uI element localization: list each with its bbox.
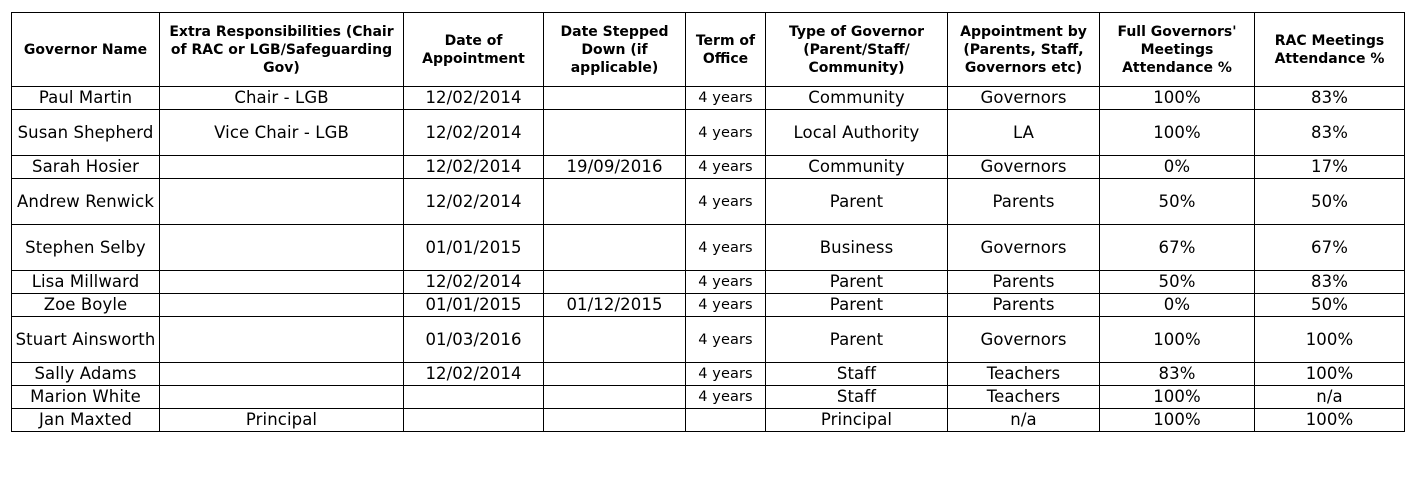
table-row	[12, 179, 1405, 225]
cell-full-governors-attendance: 100%	[1100, 317, 1255, 363]
cell-appointment-by: Governors	[948, 317, 1100, 363]
cell-date-stepped-down: 01/12/2015	[544, 294, 686, 317]
table-row	[12, 156, 1405, 179]
cell-extra-responsibilities	[160, 179, 404, 225]
cell-extra-responsibilities	[160, 386, 404, 409]
cell-full-governors-attendance: 100%	[1100, 110, 1255, 156]
cell-full-governors-attendance: 67%	[1100, 225, 1255, 271]
cell-date-stepped-down	[544, 225, 686, 271]
cell-type-of-governor: Parent	[766, 179, 948, 225]
cell-extra-responsibilities	[160, 294, 404, 317]
cell-term-of-office: 4 years	[686, 156, 766, 179]
table-row	[12, 294, 1405, 317]
cell-appointment-by: n/a	[948, 409, 1100, 432]
cell-date-stepped-down	[544, 179, 686, 225]
cell-rac-attendance: 100%	[1255, 317, 1405, 363]
cell-term-of-office: 4 years	[686, 271, 766, 294]
cell-extra-responsibilities: Chair - LGB	[160, 87, 404, 110]
header-term-of-office: Term of Office	[686, 13, 766, 87]
cell-rac-attendance: 100%	[1255, 363, 1405, 386]
table-body	[12, 87, 1405, 432]
cell-date-stepped-down	[544, 386, 686, 409]
header-type-of-governor: Type of Governor (Parent/Staff/ Community)	[766, 13, 948, 87]
cell-appointment-by: Parents	[948, 271, 1100, 294]
cell-governor-name: Susan Shepherd	[12, 110, 160, 156]
cell-date-of-appointment: 01/01/2015	[404, 225, 544, 271]
table-row	[12, 386, 1405, 409]
cell-term-of-office: 4 years	[686, 386, 766, 409]
cell-extra-responsibilities: Vice Chair - LGB	[160, 110, 404, 156]
cell-type-of-governor: Staff	[766, 363, 948, 386]
cell-appointment-by: Parents	[948, 179, 1100, 225]
cell-extra-responsibilities: Principal	[160, 409, 404, 432]
cell-rac-attendance: n/a	[1255, 386, 1405, 409]
cell-extra-responsibilities	[160, 156, 404, 179]
cell-extra-responsibilities	[160, 363, 404, 386]
cell-governor-name: Andrew Renwick	[12, 179, 160, 225]
cell-type-of-governor: Community	[766, 87, 948, 110]
cell-full-governors-attendance: 0%	[1100, 156, 1255, 179]
cell-date-stepped-down	[544, 87, 686, 110]
header-extra-responsibilities: Extra Responsibilities (Chair of RAC or LGB/Safeguarding Gov)	[160, 13, 404, 87]
cell-appointment-by: LA	[948, 110, 1100, 156]
cell-type-of-governor: Parent	[766, 271, 948, 294]
cell-date-stepped-down: 19/09/2016	[544, 156, 686, 179]
cell-term-of-office: 4 years	[686, 317, 766, 363]
cell-date-stepped-down	[544, 271, 686, 294]
cell-term-of-office	[686, 409, 766, 432]
cell-date-of-appointment: 12/02/2014	[404, 179, 544, 225]
cell-appointment-by: Governors	[948, 225, 1100, 271]
cell-extra-responsibilities	[160, 225, 404, 271]
cell-rac-attendance: 67%	[1255, 225, 1405, 271]
cell-type-of-governor: Community	[766, 156, 948, 179]
cell-governor-name: Lisa Millward	[12, 271, 160, 294]
governors-table	[11, 12, 1405, 432]
cell-full-governors-attendance: 50%	[1100, 271, 1255, 294]
cell-governor-name: Stuart Ainsworth	[12, 317, 160, 363]
cell-type-of-governor: Parent	[766, 317, 948, 363]
header-date-stepped-down: Date Stepped Down (if applicable)	[544, 13, 686, 87]
table-row	[12, 225, 1405, 271]
cell-governor-name: Paul Martin	[12, 87, 160, 110]
cell-full-governors-attendance: 100%	[1100, 409, 1255, 432]
cell-date-of-appointment: 01/03/2016	[404, 317, 544, 363]
cell-date-of-appointment	[404, 409, 544, 432]
cell-date-stepped-down	[544, 110, 686, 156]
header-appointment-by: Appointment by (Parents, Staff, Governors etc)	[948, 13, 1100, 87]
table-header	[12, 13, 1405, 87]
header-full-governors-attendance: Full Governors' Meetings Attendance %	[1100, 13, 1255, 87]
cell-governor-name: Zoe Boyle	[12, 294, 160, 317]
cell-date-stepped-down	[544, 363, 686, 386]
cell-term-of-office: 4 years	[686, 110, 766, 156]
table-row	[12, 110, 1405, 156]
cell-governor-name: Stephen Selby	[12, 225, 160, 271]
cell-term-of-office: 4 years	[686, 87, 766, 110]
cell-date-of-appointment: 12/02/2014	[404, 87, 544, 110]
cell-date-of-appointment: 12/02/2014	[404, 110, 544, 156]
table-row	[12, 271, 1405, 294]
cell-appointment-by: Teachers	[948, 386, 1100, 409]
cell-full-governors-attendance: 100%	[1100, 386, 1255, 409]
cell-full-governors-attendance: 100%	[1100, 87, 1255, 110]
cell-governor-name: Sally Adams	[12, 363, 160, 386]
cell-rac-attendance: 17%	[1255, 156, 1405, 179]
cell-governor-name: Marion White	[12, 386, 160, 409]
cell-type-of-governor: Staff	[766, 386, 948, 409]
cell-rac-attendance: 83%	[1255, 110, 1405, 156]
cell-date-stepped-down	[544, 409, 686, 432]
cell-date-stepped-down	[544, 317, 686, 363]
cell-term-of-office: 4 years	[686, 294, 766, 317]
cell-type-of-governor: Business	[766, 225, 948, 271]
cell-type-of-governor: Local Authority	[766, 110, 948, 156]
cell-term-of-office: 4 years	[686, 225, 766, 271]
table-row	[12, 409, 1405, 432]
cell-governor-name: Sarah Hosier	[12, 156, 160, 179]
cell-date-of-appointment: 01/01/2015	[404, 294, 544, 317]
header-date-of-appointment: Date of Appointment	[404, 13, 544, 87]
cell-rac-attendance: 83%	[1255, 271, 1405, 294]
cell-rac-attendance: 83%	[1255, 87, 1405, 110]
cell-full-governors-attendance: 0%	[1100, 294, 1255, 317]
cell-full-governors-attendance: 50%	[1100, 179, 1255, 225]
cell-type-of-governor: Parent	[766, 294, 948, 317]
cell-appointment-by: Teachers	[948, 363, 1100, 386]
cell-date-of-appointment	[404, 386, 544, 409]
table-row	[12, 317, 1405, 363]
header-governor-name: Governor Name	[12, 13, 160, 87]
cell-date-of-appointment: 12/02/2014	[404, 156, 544, 179]
cell-appointment-by: Governors	[948, 156, 1100, 179]
cell-appointment-by: Governors	[948, 87, 1100, 110]
table-row	[12, 363, 1405, 386]
cell-rac-attendance: 50%	[1255, 179, 1405, 225]
cell-term-of-office: 4 years	[686, 179, 766, 225]
cell-extra-responsibilities	[160, 271, 404, 294]
cell-full-governors-attendance: 83%	[1100, 363, 1255, 386]
cell-rac-attendance: 50%	[1255, 294, 1405, 317]
header-rac-attendance: RAC Meetings Attendance %	[1255, 13, 1405, 87]
cell-appointment-by: Parents	[948, 294, 1100, 317]
cell-term-of-office: 4 years	[686, 363, 766, 386]
table-row	[12, 87, 1405, 110]
cell-date-of-appointment: 12/02/2014	[404, 271, 544, 294]
cell-date-of-appointment: 12/02/2014	[404, 363, 544, 386]
header-row	[12, 13, 1405, 87]
cell-governor-name: Jan Maxted	[12, 409, 160, 432]
cell-extra-responsibilities	[160, 317, 404, 363]
cell-type-of-governor: Principal	[766, 409, 948, 432]
cell-rac-attendance: 100%	[1255, 409, 1405, 432]
